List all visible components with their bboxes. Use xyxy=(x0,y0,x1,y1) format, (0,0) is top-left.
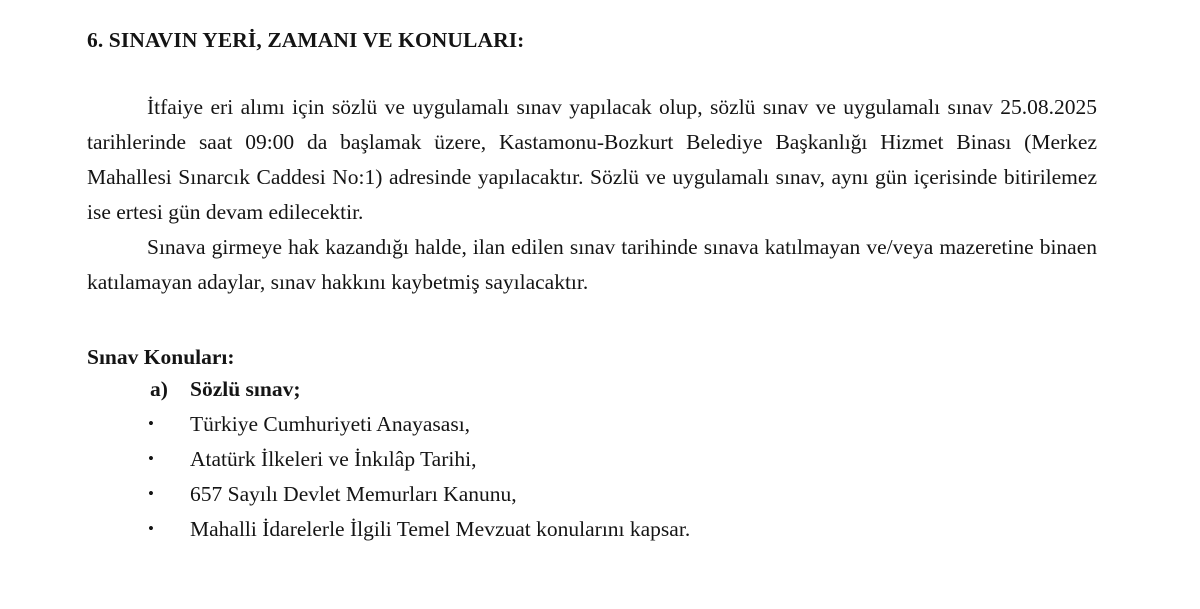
list-item-text: Mahalli İdarelerle İlgili Temel Mevzuat konularını kapsar. xyxy=(190,516,691,541)
list-item-text: Türkiye Cumhuriyeti Anayasası, xyxy=(190,411,471,436)
subjects-heading: Sınav Konuları: xyxy=(87,345,235,369)
section-heading: 6. SINAVIN YERİ, ZAMANI VE KONULARI: xyxy=(87,28,525,52)
list-item-text: Atatürk İlkeleri ve İnkılâp Tarihi, xyxy=(190,446,477,471)
paragraph-exam-location: İtfaiye eri alımı için sözlü ve uygulamalı sınav yapılacak olup, sözlü sınav ve uygulamalı sınav 25.08.2025 tarihlerinde saat 09:00 da başlamak üzere, Kastamonu-Bozkurt Belediye Başkanlığı Hizmet Binası (Merkez Mahallesi Sınarcık Caddesi No:1) adresinde yapılacaktır. Sözlü ve uygulamalı sınav, aynı gün içerisinde bitirilemez ise ertesi gün devam edilecektir. xyxy=(87,95,1097,224)
bullet-icon: • xyxy=(148,448,154,468)
paragraph-absence-rule: Sınava girmeye hak kazandığı halde, ilan edilen sınav tarihinde sınava katılmayan ve/veya mazeretine binaen katılamayan adaylar, sınav hakkını kaybetmiş sayılacaktır. xyxy=(87,235,1097,294)
list-item xyxy=(148,476,690,511)
sub-item-title: Sözlü sınav; xyxy=(190,377,301,401)
list-item xyxy=(148,441,690,476)
bullet-icon: • xyxy=(148,483,154,503)
subject-list xyxy=(148,406,690,546)
bullet-icon: • xyxy=(148,518,154,538)
body-text xyxy=(87,90,1097,300)
sub-item-letter: a) xyxy=(150,377,168,401)
list-item xyxy=(148,511,690,546)
list-item xyxy=(148,406,690,441)
list-item-text: 657 Sayılı Devlet Memurları Kanunu, xyxy=(190,481,517,506)
bullet-icon: • xyxy=(148,413,154,433)
oral-exam-subheading xyxy=(150,373,301,405)
